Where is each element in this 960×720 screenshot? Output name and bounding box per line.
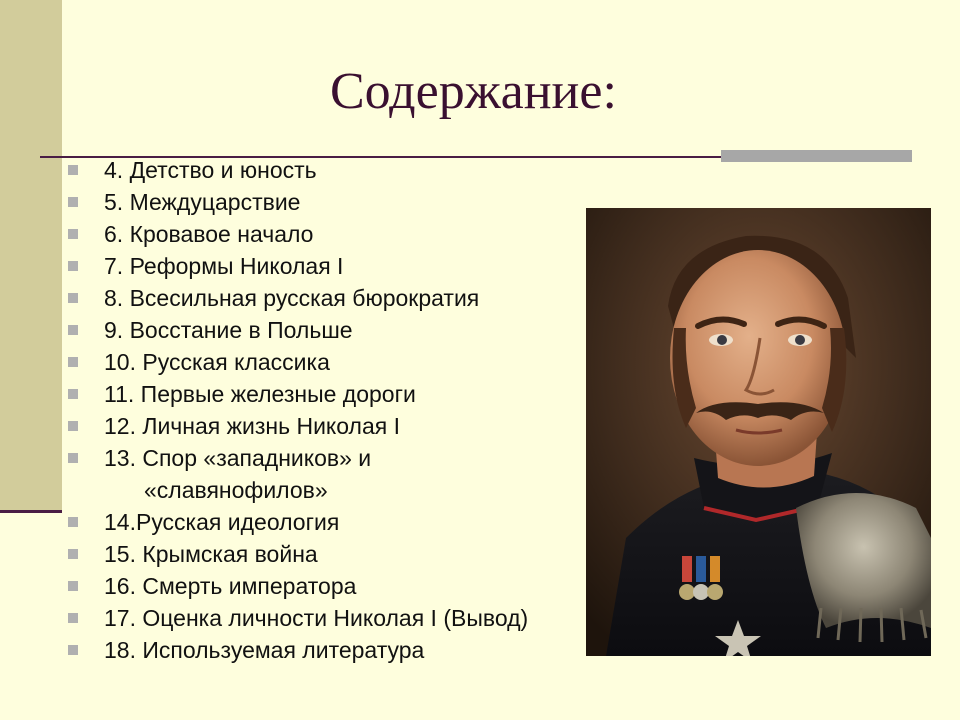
bullet-icon <box>68 453 78 463</box>
list-item-text: 13. Спор «западников» и <box>104 445 372 471</box>
list-item-text: 17. Оценка личности Николая I (Вывод) <box>104 605 529 631</box>
list-item <box>68 314 588 346</box>
bullet-icon <box>68 261 78 271</box>
bullet-icon <box>68 325 78 335</box>
bullet-icon <box>68 197 78 207</box>
bullet-icon <box>68 421 78 431</box>
list-item <box>68 538 588 570</box>
list-item <box>68 634 588 666</box>
list-item-text: 6. Кровавое начало <box>104 221 314 247</box>
bullet-icon <box>68 357 78 367</box>
list-item-text: 5. Междуцарствие <box>104 189 301 215</box>
bullet-icon <box>68 581 78 591</box>
list-item-text: 15. Крымская война <box>104 541 318 567</box>
list-item-text: 16. Смерть императора <box>104 573 357 599</box>
title-divider-accent <box>721 150 912 162</box>
list-item <box>68 410 588 442</box>
bullet-icon <box>68 293 78 303</box>
bullet-icon <box>68 645 78 655</box>
list-item <box>68 602 588 634</box>
list-item <box>68 186 588 218</box>
list-item <box>68 154 588 186</box>
contents-list <box>68 154 588 666</box>
bullet-icon <box>68 517 78 527</box>
slide-title: Содержание: <box>330 63 617 120</box>
list-item <box>68 250 588 282</box>
bullet-icon <box>68 613 78 623</box>
list-item <box>68 506 588 538</box>
portrait-image <box>586 208 931 656</box>
bullet-icon <box>68 165 78 175</box>
list-item-text: 12. Личная жизнь Николая I <box>104 413 400 439</box>
bullet-icon <box>68 229 78 239</box>
bullet-icon <box>68 389 78 399</box>
list-item-text: 9. Восстание в Польше <box>104 317 353 343</box>
list-item-text: 8. Всесильная русская бюрократия <box>104 285 480 311</box>
side-band <box>0 0 62 512</box>
list-item-text-continued: «славянофилов» <box>144 477 328 503</box>
list-item <box>68 570 588 602</box>
list-item-text: 10. Русская классика <box>104 349 330 375</box>
list-item <box>68 378 588 410</box>
list-item <box>68 442 588 506</box>
list-item-text: 11. Первые железные дороги <box>104 381 416 407</box>
list-item <box>68 282 588 314</box>
bullet-icon <box>68 549 78 559</box>
list-item <box>68 218 588 250</box>
list-item-text: 18. Используемая литература <box>104 637 425 663</box>
list-item <box>68 346 588 378</box>
list-item-text: 4. Детство и юность <box>104 157 317 183</box>
side-band-underline <box>0 510 62 513</box>
list-item-text: 7. Реформы Николая I <box>104 253 344 279</box>
list-item-text: 14.Русская идеология <box>104 509 340 535</box>
